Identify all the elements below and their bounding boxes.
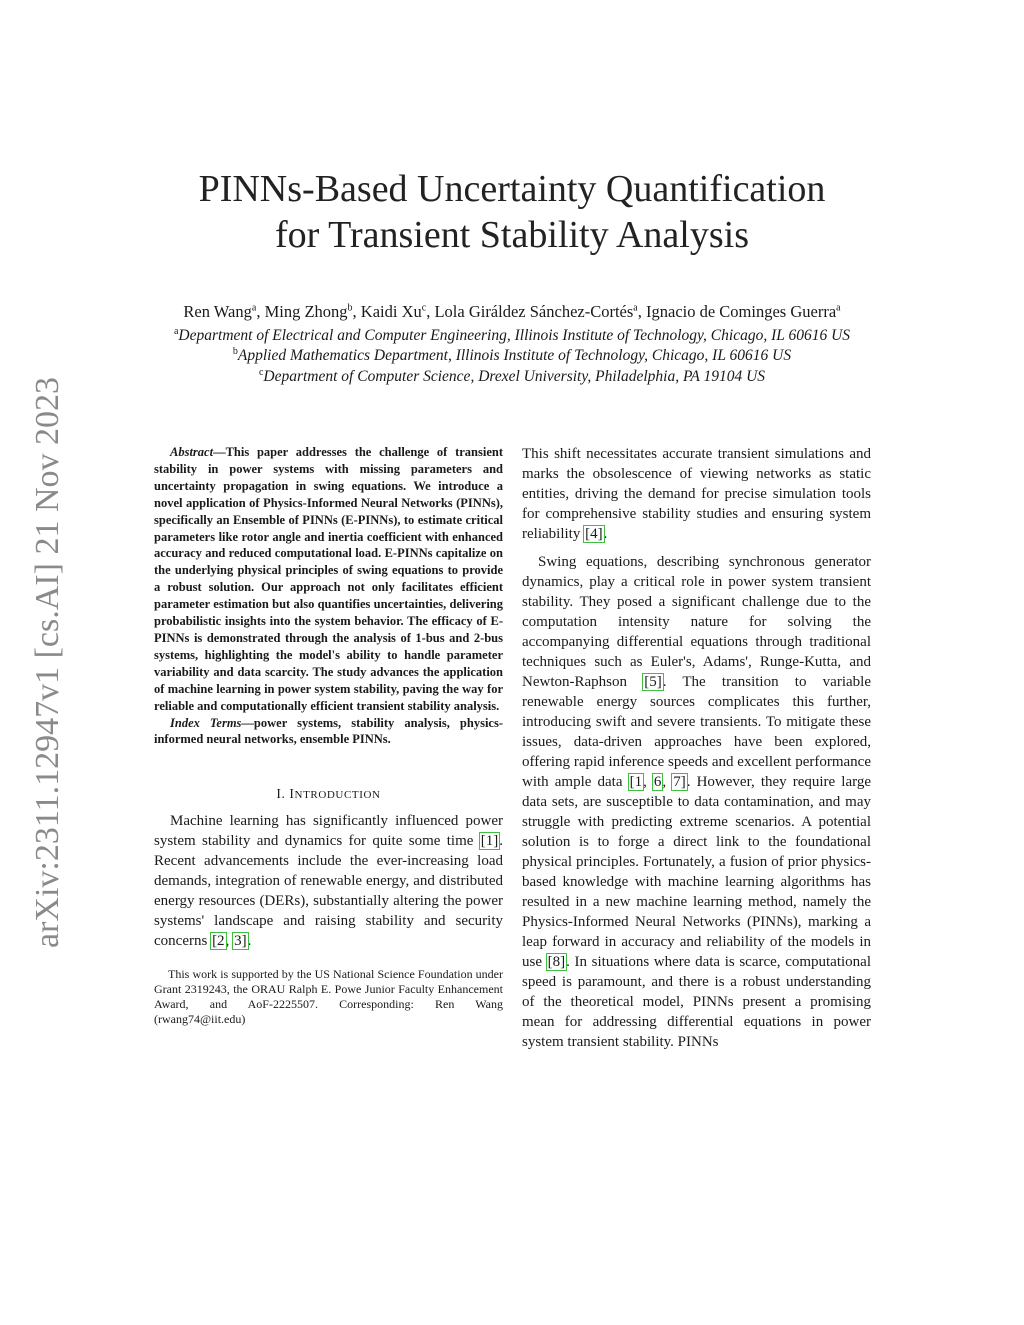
index-terms-label: Index Terms [170, 715, 242, 730]
affiliation-text: Department of Electrical and Computer Engineering, Illinois Institute of Technology, Chicago, IL 60616 US [178, 327, 851, 345]
affiliation-marker: c [258, 367, 264, 378]
index-terms-text: —power systems, stability analysis, physics-informed neural networks, ensemble PINNs. [154, 715, 503, 747]
funding-footnote: This work is supported by the US National Science Foundation under Grant 2319243, the ORAU Ralph E. Powe Junior Faculty Enhancement Award, and AoF-2225507. Corresponding: Ren Wang (rwang74@iit.edu) [154, 967, 503, 1027]
abstract-label: Abstract [170, 445, 214, 459]
body-text: . However, they require large data sets, are susceptible to data contamination, and may struggle with predicting extreme scenarios. A potential solution is to forge a direct link to the foundational physical principles. Fortunately, a fusion of prior physics-based knowledge with machine learning algorithms has resulted in a new machine learning method, namely the Physics-Informed Neural Networks (PINNs), marking a leap forward in accuracy and reliability of the models in use [522, 774, 872, 970]
citation-link[interactable]: 3] [234, 933, 247, 950]
affiliation-marker: b [347, 302, 353, 314]
body-text: . In situations where data is scarce, computational speed is paramount, and there is a robust understanding of the theoretical model, PINNs present a promising mean for addressing differential equations in power system transient stability. PINNs [522, 954, 871, 1050]
affiliation-marker: b [232, 346, 238, 357]
body-text: This shift necessitates accurate transient simulations and marks the obsolescence of viewing networks as static entities, driving the demand for precise simulation tools for comprehensive stability studies and ensuring system reliability [522, 446, 871, 542]
body-text: . [247, 933, 252, 950]
paper-title-line-2: for Transient Stability Analysis [275, 214, 749, 256]
section-numeral: I. I [276, 786, 295, 802]
affiliation-marker: a [633, 302, 638, 314]
citation-link[interactable]: [4] [585, 526, 603, 542]
author-name: , Kaidi Xu [352, 302, 422, 321]
body-paragraph [522, 552, 871, 1052]
left-column [154, 444, 503, 1039]
citation-link[interactable]: 7] [673, 774, 686, 790]
paper-title-line-1: PINNs-Based Uncertainty Quantification [198, 168, 826, 210]
affiliation-marker: a [836, 302, 841, 314]
affiliation-b [60, 346, 964, 365]
affiliation-text: Department of Computer Science, Drexel University, Philadelphia, PA 19104 US [263, 368, 766, 386]
citation-link[interactable]: [1] [480, 833, 499, 850]
citation-link[interactable]: [8] [547, 954, 566, 970]
affiliation-text: Applied Mathematics Department, Illinois Institute of Technology, Chicago, IL 60616 US [237, 347, 792, 365]
right-column [522, 444, 871, 1052]
author-name: , Lola Giráldez Sánchez-Cortés [426, 302, 634, 321]
citation-link[interactable]: [2 [212, 933, 225, 950]
section-heading-introduction [154, 784, 503, 805]
section-name: NTRODUCTION [294, 789, 381, 802]
affiliation-marker: a [251, 302, 257, 314]
author-name: , Ming Zhong [256, 302, 348, 321]
abstract [154, 444, 503, 715]
affiliation-marker: a [173, 326, 179, 337]
citation-link[interactable]: [1 [629, 774, 643, 790]
intro-paragraph [154, 811, 503, 951]
citation-separator: , [662, 774, 673, 790]
affiliation-c [60, 367, 964, 386]
author-name: Ren Wang [183, 302, 252, 321]
arxiv-side-stamp [14, 300, 74, 960]
body-text: Machine learning has significantly influenced power system stability and dynamics for quite some time [154, 813, 503, 850]
abstract-text: —This paper addresses the challenge of transient stability in power systems with missing parameters and uncertainty propagation in swing equations. We introduce a novel application of Physics-Informed Neural Networks (PINNs), specifically an Ensemble of PINNs (E-PINNs), to estimate critical parameters like rotor angle and inertia coefficient with enhanced accuracy and reduced computational load. E-PINNs capitalize on the underlying physical principles of swing equations to provide a robust solution. Our approach not only facilitates efficient parameter estimation but also quantifies uncertainties, delivering probabilistic insights into the system behavior. The efficacy of E-PINNs is demonstrated through the analysis of 1-bus and 2-bus systems, highlighting the model's ability to handle parameter variability and data scarcity. The study advances the application of machine learning in power system stability, paving the way for reliable and computationally efficient transient stability analysis. [154, 445, 503, 713]
citation-separator: , [225, 933, 234, 950]
index-terms [154, 715, 503, 749]
arxiv-identifier-text: arXiv:2311.12947v1 [cs.AI] 21 Nov 2023 [29, 377, 66, 948]
affiliation-a [60, 326, 964, 345]
author-name: , Ignacio de Cominges Guerra [637, 302, 837, 321]
body-text: Swing equations, describing synchronous generator dynamics, play a critical role in power system transient stability. They posed a significant challenge due to the computation intensity nature for solving the accompanying differential equations through traditional techniques such as Euler's, Adams', Runge-Kutta, and Newton-Raphson [522, 554, 871, 690]
affiliation-marker: c [421, 302, 427, 314]
author-list [60, 302, 964, 322]
citation-link[interactable]: [5] [644, 674, 662, 690]
body-text: . Recent advancements include the ever-increasing load demands, integration of renewable energy, and distributed energy resources (DERs), substantially altering the power systems' landscape and raising stability and security concerns [154, 833, 503, 950]
body-text: . The transition to variable renewable energy sources complicates this further, introducing swift and severe transients. To mitigate these issues, data-driven approaches have been explored, offering rapid inference speeds and excellent performance with ample data [522, 674, 871, 790]
body-paragraph [522, 444, 871, 544]
body-text: . [603, 526, 608, 542]
citation-separator: , [643, 774, 653, 790]
citation-link[interactable]: 6 [653, 774, 662, 790]
